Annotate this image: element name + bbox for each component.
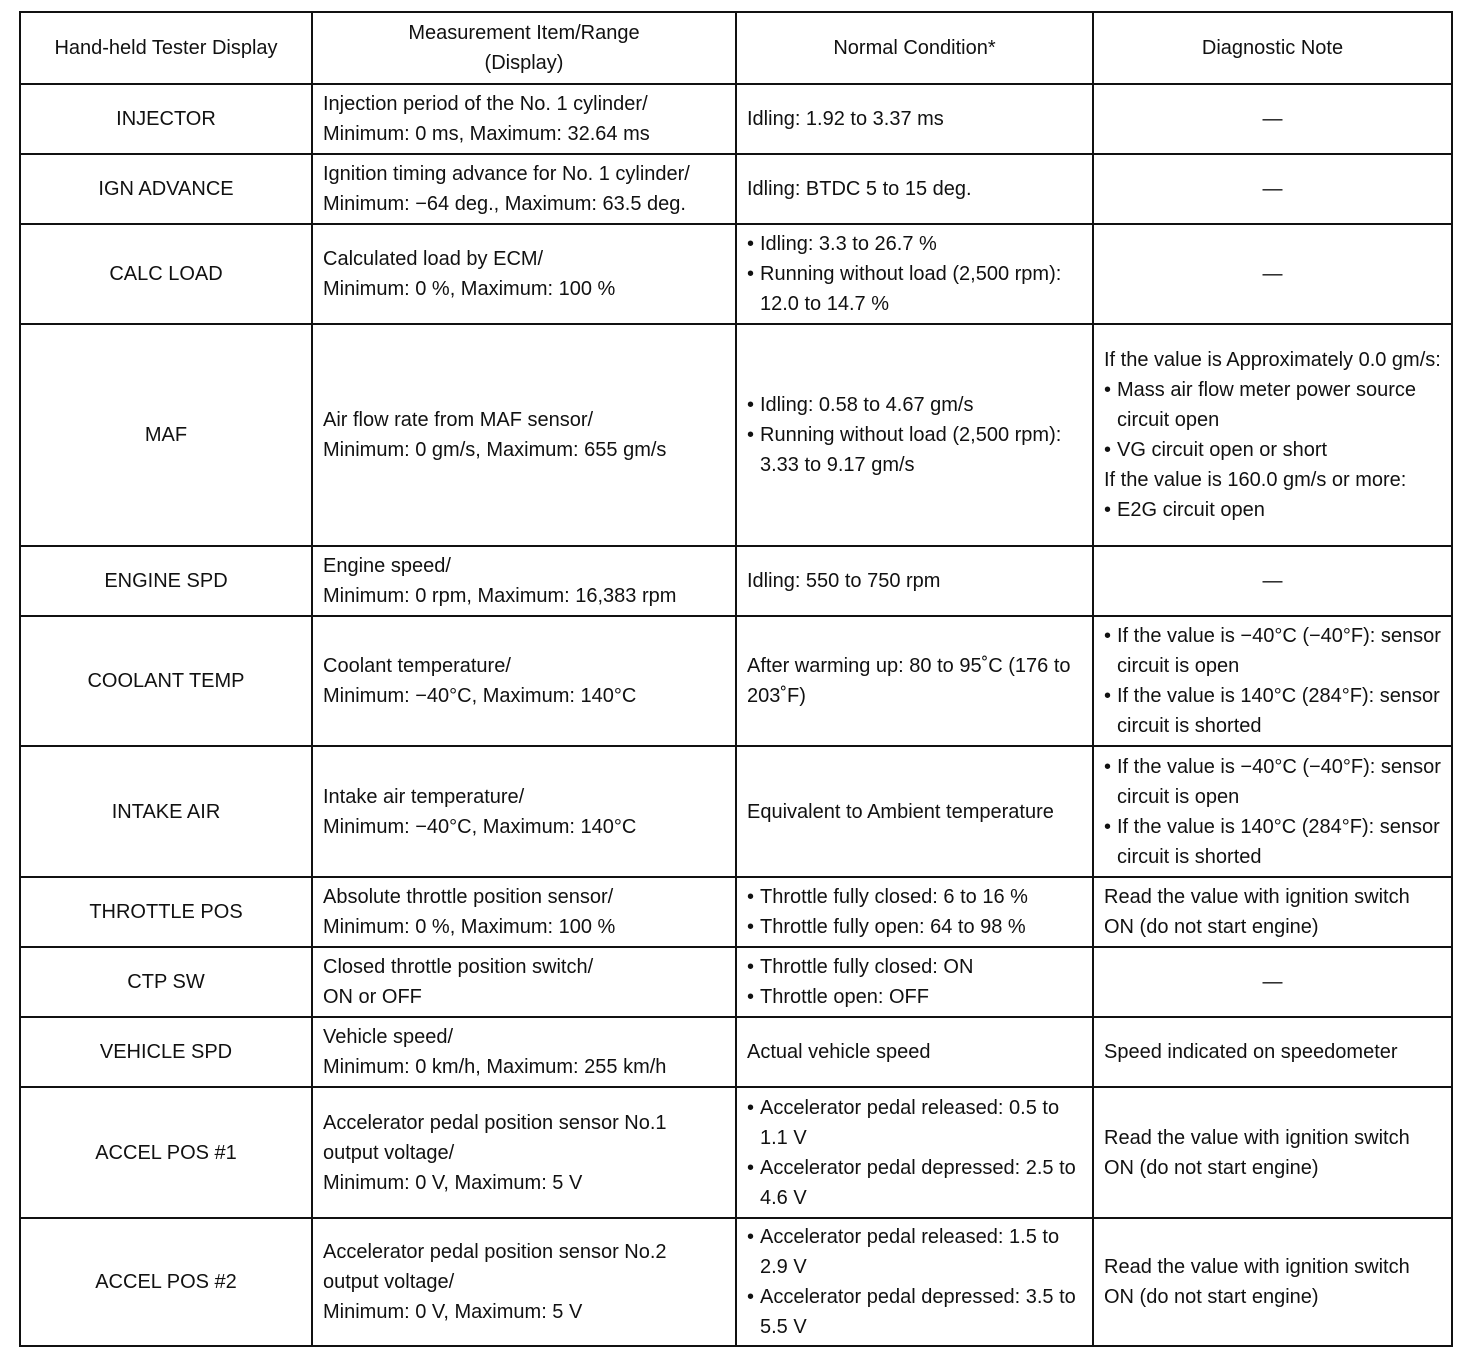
normal-cell xyxy=(736,1218,1093,1346)
normal-bullet: • Accelerator pedal depressed: 3.5 to 5.5 V xyxy=(747,1282,1082,1342)
display-cell: ACCEL POS #2 xyxy=(20,1218,312,1346)
normal-bullet-list xyxy=(747,390,1082,480)
measurement-line: Minimum: 0 V, Maximum: 5 V xyxy=(323,1171,583,1194)
measurement-line: Minimum: −40°C, Maximum: 140°C xyxy=(323,815,637,838)
measurement-line: Minimum: −64 deg., Maximum: 63.5 deg. xyxy=(323,193,686,215)
display-cell: ENGINE SPD xyxy=(20,546,312,616)
display-cell: CTP SW xyxy=(20,947,312,1017)
header-measurement-line1: Measurement Item/Range xyxy=(408,22,640,44)
normal-cell: After warming up: 80 to 95˚C (176 to 203˚F) xyxy=(736,616,1093,746)
table-row xyxy=(20,154,1452,224)
measurement-line: Ignition timing advance for No. 1 cylinder/ xyxy=(323,163,690,185)
measurement-cell xyxy=(312,877,736,947)
note-bullet-list xyxy=(1104,375,1441,465)
note-bullet-list xyxy=(1104,495,1441,525)
display-cell: COOLANT TEMP xyxy=(20,616,312,746)
measurement-line: Intake air temperature/ xyxy=(323,785,525,808)
normal-bullet: • Accelerator pedal depressed: 2.5 to 4.6 V xyxy=(747,1153,1082,1213)
measurement-line: Minimum: 0 ms, Maximum: 32.64 ms xyxy=(323,123,650,145)
note-bullet: • If the value is 140°C (284°F): sensor circuit is shorted xyxy=(1104,812,1441,872)
measurement-line: Vehicle speed/ xyxy=(323,1026,454,1048)
display-cell: IGN ADVANCE xyxy=(20,154,312,224)
header-diagnostic: Diagnostic Note xyxy=(1093,12,1452,84)
display-cell: MAF xyxy=(20,324,312,546)
measurement-line: Coolant temperature/ xyxy=(323,655,511,677)
measurement-cell xyxy=(312,1017,736,1087)
note-cell: — xyxy=(1093,947,1452,1017)
measurement-cell xyxy=(312,224,736,324)
note-bullet: • E2G circuit open xyxy=(1104,495,1441,525)
normal-cell xyxy=(736,324,1093,546)
note-bullet: • If the value is 140°C (284°F): sensor circuit is shorted xyxy=(1104,681,1441,741)
normal-cell: Idling: 550 to 750 rpm xyxy=(736,546,1093,616)
header-normal: Normal Condition* xyxy=(736,12,1093,84)
normal-bullet-list xyxy=(747,1222,1082,1342)
measurement-cell xyxy=(312,154,736,224)
table-row xyxy=(20,324,1452,546)
normal-bullet: • Running without load (2,500 rpm): 12.0 to 14.7 % xyxy=(747,259,1082,319)
measurement-cell xyxy=(312,546,736,616)
display-cell: CALC LOAD xyxy=(20,224,312,324)
normal-cell xyxy=(736,224,1093,324)
measurement-cell xyxy=(312,84,736,154)
normal-cell xyxy=(736,947,1093,1017)
table-row xyxy=(20,1017,1452,1087)
measurement-cell xyxy=(312,1218,736,1346)
display-cell: VEHICLE SPD xyxy=(20,1017,312,1087)
note-cell: — xyxy=(1093,224,1452,324)
display-cell: INJECTOR xyxy=(20,84,312,154)
measurement-line: Calculated load by ECM/ xyxy=(323,248,544,270)
measurement-line: output voltage/ xyxy=(323,1141,455,1164)
measurement-cell xyxy=(312,746,736,877)
note-cell: — xyxy=(1093,546,1452,616)
measurement-line: Minimum: 0 %, Maximum: 100 % xyxy=(323,916,616,938)
measurement-line: Minimum: 0 V, Maximum: 5 V xyxy=(323,1301,583,1323)
note-intro: If the value is Approximately 0.0 gm/s: xyxy=(1104,349,1441,371)
measurement-line: Minimum: 0 %, Maximum: 100 % xyxy=(323,278,616,300)
normal-bullet: • Idling: 0.58 to 4.67 gm/s xyxy=(747,390,1082,420)
display-cell: THROTTLE POS xyxy=(20,877,312,947)
measurement-line: Minimum: 0 gm/s, Maximum: 655 gm/s xyxy=(323,439,667,461)
measurement-line: ON or OFF xyxy=(323,986,422,1008)
measurement-cell xyxy=(312,616,736,746)
measurement-line: Engine speed/ xyxy=(323,555,451,577)
note-bullet-list xyxy=(1104,621,1441,741)
measurement-line: Minimum: −40°C, Maximum: 140°C xyxy=(323,685,637,707)
note-cell: Read the value with ignition switch ON (do not start engine) xyxy=(1093,1087,1452,1218)
note-cell xyxy=(1093,746,1452,877)
note-cell: Speed indicated on speedometer xyxy=(1093,1017,1452,1087)
display-cell: INTAKE AIR xyxy=(20,746,312,877)
normal-bullet: • Throttle open: OFF xyxy=(747,982,1082,1012)
header-measurement xyxy=(312,12,736,84)
measurement-line: Accelerator pedal position sensor No.1 xyxy=(323,1111,667,1134)
measurement-line: Minimum: 0 rpm, Maximum: 16,383 rpm xyxy=(323,585,677,607)
normal-bullet: • Idling: 3.3 to 26.7 % xyxy=(747,229,1082,259)
note-cell: — xyxy=(1093,84,1452,154)
header-display: Hand-held Tester Display xyxy=(20,12,312,84)
normal-bullet-list xyxy=(747,1093,1082,1213)
note-cell: Read the value with ignition switch ON (do not start engine) xyxy=(1093,1218,1452,1346)
normal-bullet-list xyxy=(747,882,1082,942)
note-bullet: • If the value is −40°C (−40°F): sensor circuit is open xyxy=(1104,752,1441,812)
note-cell: — xyxy=(1093,154,1452,224)
table-row xyxy=(20,1087,1452,1218)
normal-bullet: • Accelerator pedal released: 1.5 to 2.9 V xyxy=(747,1222,1082,1282)
table-row xyxy=(20,546,1452,616)
measurement-cell xyxy=(312,324,736,546)
measurement-cell xyxy=(312,947,736,1017)
normal-bullet: • Accelerator pedal released: 0.5 to 1.1 V xyxy=(747,1093,1082,1153)
normal-cell: Equivalent to Ambient temperature xyxy=(736,746,1093,877)
normal-bullet: • Throttle fully closed: 6 to 16 % xyxy=(747,882,1082,912)
table-row xyxy=(20,616,1452,746)
normal-bullet: • Throttle fully open: 64 to 98 % xyxy=(747,912,1082,942)
note-bullet-list xyxy=(1104,752,1441,872)
normal-cell: Idling: 1.92 to 3.37 ms xyxy=(736,84,1093,154)
note-cell xyxy=(1093,324,1452,546)
note-intro: If the value is 160.0 gm/s or more: xyxy=(1104,469,1407,491)
table-row xyxy=(20,1218,1452,1346)
table-row xyxy=(20,224,1452,324)
note-bullet: • If the value is −40°C (−40°F): sensor circuit is open xyxy=(1104,621,1441,681)
normal-cell xyxy=(736,877,1093,947)
measurement-line: Closed throttle position switch/ xyxy=(323,956,594,978)
table-header-row xyxy=(20,12,1452,84)
table-row xyxy=(20,947,1452,1017)
header-measurement-line2: (Display) xyxy=(484,52,564,74)
normal-cell xyxy=(736,1087,1093,1218)
measurement-line: Accelerator pedal position sensor No.2 xyxy=(323,1241,667,1263)
note-cell xyxy=(1093,616,1452,746)
normal-bullet: • Running without load (2,500 rpm): 3.33 to 9.17 gm/s xyxy=(747,420,1082,480)
measurement-cell xyxy=(312,1087,736,1218)
measurement-line: Absolute throttle position sensor/ xyxy=(323,886,614,908)
measurement-line: output voltage/ xyxy=(323,1271,455,1293)
normal-cell: Idling: BTDC 5 to 15 deg. xyxy=(736,154,1093,224)
table-row xyxy=(20,877,1452,947)
normal-bullet-list xyxy=(747,229,1082,319)
data-list-table xyxy=(19,11,1453,1347)
normal-cell: Actual vehicle speed xyxy=(736,1017,1093,1087)
display-cell: ACCEL POS #1 xyxy=(20,1087,312,1218)
table-row xyxy=(20,746,1452,877)
measurement-line: Air flow rate from MAF sensor/ xyxy=(323,409,594,431)
note-cell: Read the value with ignition switch ON (do not start engine) xyxy=(1093,877,1452,947)
table-row xyxy=(20,84,1452,154)
note-bullet: • VG circuit open or short xyxy=(1104,435,1441,465)
measurement-line: Injection period of the No. 1 cylinder/ xyxy=(323,93,648,115)
normal-bullet: • Throttle fully closed: ON xyxy=(747,952,1082,982)
note-bullet: • Mass air flow meter power source circuit open xyxy=(1104,375,1441,435)
normal-bullet-list xyxy=(747,952,1082,1012)
measurement-line: Minimum: 0 km/h, Maximum: 255 km/h xyxy=(323,1056,667,1078)
